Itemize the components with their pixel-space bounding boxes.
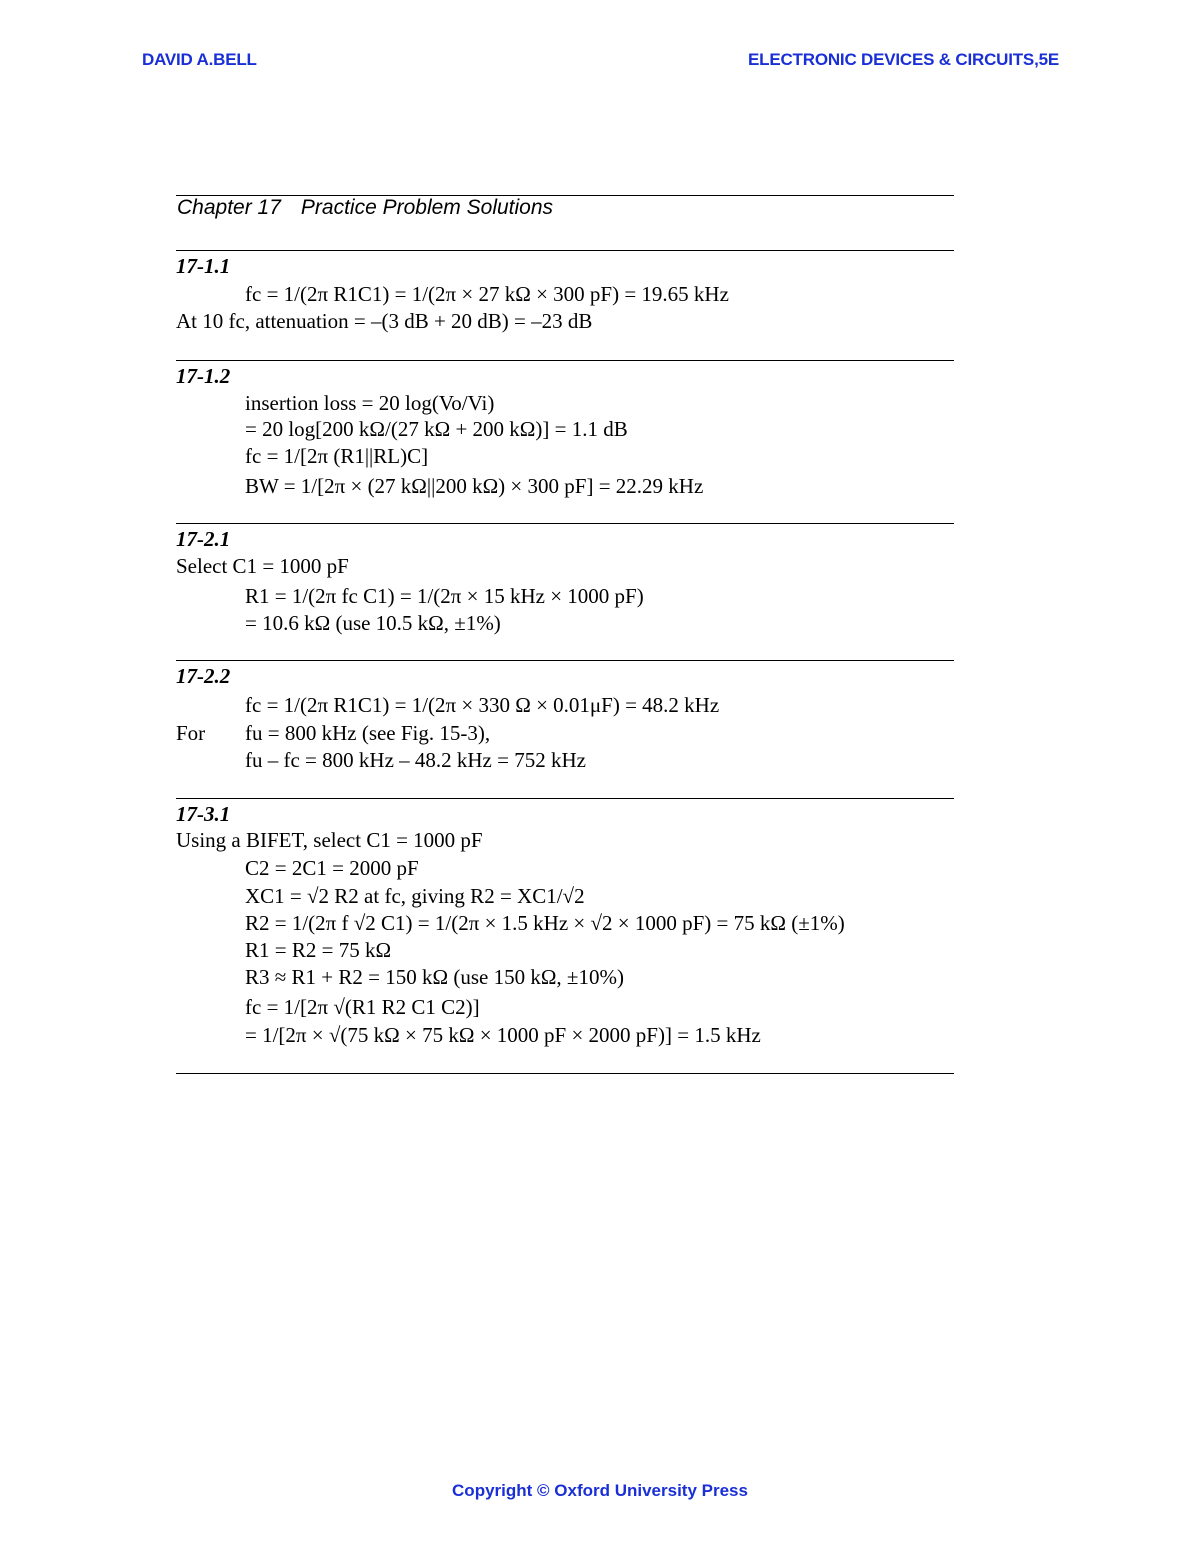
section-title: 17-1.2 <box>176 364 231 388</box>
equation-line: = 10.6 kΩ (use 10.5 kΩ, ±1%) <box>245 611 501 635</box>
equation-line: C2 = 2C1 = 2000 pF <box>245 856 419 880</box>
text-line: For <box>176 721 206 745</box>
chapter-number: Chapter 17 <box>177 196 281 219</box>
equation-line: fu = 800 kHz (see Fig. 15-3), <box>245 721 491 745</box>
equation-line: XC1 = √2 R2 at fc, giving R2 = XC1/√2 <box>245 884 585 908</box>
copyright-footer: Copyright © Oxford University Press <box>452 1481 748 1500</box>
section-title: 17-2.2 <box>176 664 231 688</box>
text-line: At 10 fc, attenuation = –(3 dB + 20 dB) = –23 dB <box>176 309 593 333</box>
equation-line: R2 = 1/(2π f √2 C1) = 1/(2π × 1.5 kHz × √2 × 1000 pF) = 75 kΩ (±1%) <box>245 911 845 935</box>
equation-line: R1 = 1/(2π fc C1) = 1/(2π × 15 kHz × 1000 pF) <box>245 584 644 608</box>
equation-line: fc = 1/[2π √(R1 R2 C1 C2)] <box>245 995 480 1019</box>
divider <box>176 250 954 251</box>
text-line: Select C1 = 1000 pF <box>176 554 349 578</box>
equation-line: R3 ≈ R1 + R2 = 150 kΩ (use 150 kΩ, ±10%) <box>245 965 624 989</box>
divider <box>176 798 954 799</box>
equation-line: insertion loss = 20 log(Vo/Vi) <box>245 391 495 415</box>
equation-line: fc = 1/(2π R1C1) = 1/(2π × 27 kΩ × 300 pF) = 19.65 kHz <box>245 282 729 306</box>
header-book-title: ELECTRONIC DEVICES & CIRCUITS,5E <box>748 50 1059 69</box>
equation-line: BW = 1/[2π × (27 kΩ||200 kΩ) × 300 pF] = 22.29 kHz <box>245 474 704 498</box>
divider <box>176 360 954 361</box>
chapter-title: Practice Problem Solutions <box>300 196 554 219</box>
section-title: 17-2.1 <box>176 527 231 551</box>
equation-line: = 1/[2π × √(75 kΩ × 75 kΩ × 1000 pF × 2000 pF)] = 1.5 kHz <box>245 1023 761 1047</box>
chapter-heading <box>177 196 553 220</box>
text-line: Using a BIFET, select C1 = 1000 pF <box>176 828 483 852</box>
divider <box>176 523 954 524</box>
section-title: 17-1.1 <box>176 254 231 278</box>
section-title: 17-3.1 <box>176 802 231 826</box>
header-author: DAVID A.BELL <box>142 50 257 69</box>
divider <box>176 1073 954 1074</box>
equation-line: R1 = R2 = 75 kΩ <box>245 938 392 962</box>
equation-line: fc = 1/(2π R1C1) = 1/(2π × 330 Ω × 0.01μF) = 48.2 kHz <box>245 693 720 717</box>
equation-line: fc = 1/[2π (R1||RL)C] <box>245 444 429 468</box>
equation-line: fu – fc = 800 kHz – 48.2 kHz = 752 kHz <box>245 748 586 772</box>
equation-line: = 20 log[200 kΩ/(27 kΩ + 200 kΩ)] = 1.1 dB <box>245 417 628 441</box>
divider <box>176 660 954 661</box>
